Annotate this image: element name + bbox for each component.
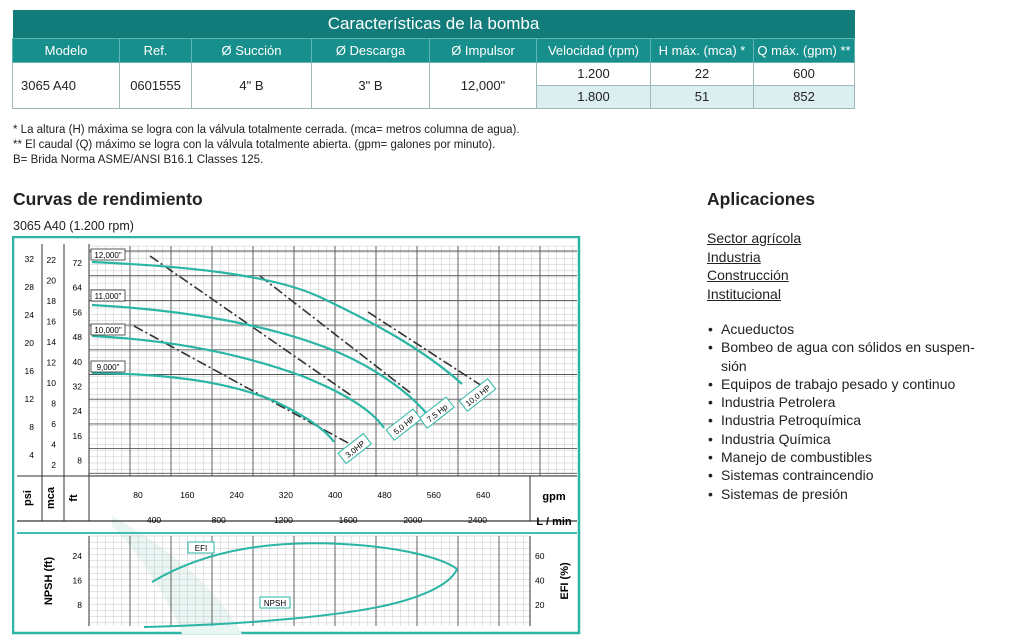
impeller-label-12: 12,000" bbox=[94, 251, 122, 260]
cell-suction: 4" B bbox=[192, 62, 312, 108]
gpm-tick-label: 400 bbox=[328, 490, 343, 500]
cell-impeller: 12,000" bbox=[430, 62, 537, 108]
gpm-tick-label: 560 bbox=[426, 490, 441, 500]
efi-tick-label: 20 bbox=[535, 600, 545, 610]
table-row bbox=[13, 62, 855, 85]
psi-tick-label: 32 bbox=[24, 254, 34, 264]
gpm-axis-label: gpm bbox=[542, 491, 566, 503]
list-item: • Sistemas contraincendio bbox=[707, 466, 1007, 484]
ft-tick-label: 48 bbox=[72, 332, 82, 343]
gpm-tick-label: 640 bbox=[476, 490, 491, 500]
sector-link-industria[interactable]: Industria bbox=[707, 248, 761, 265]
efi-tick-label: 40 bbox=[535, 575, 545, 586]
table-notes bbox=[13, 123, 520, 168]
sector-link-construccion[interactable]: Construcción bbox=[707, 267, 789, 283]
lmin-tick-label: 2000 bbox=[403, 515, 423, 525]
power-label-10hp: 10,0 HP bbox=[463, 383, 493, 409]
header-succion: Ø Succión bbox=[192, 38, 312, 62]
lmin-axis-label: L / min bbox=[536, 516, 572, 528]
efi-tick-label: 60 bbox=[535, 551, 545, 561]
sector-list bbox=[707, 229, 801, 303]
mca-tick-label: 8 bbox=[51, 398, 56, 409]
list-item: • Industria Petroquímica bbox=[707, 411, 1007, 429]
mca-axis-label: mca bbox=[45, 486, 57, 510]
ft-axis-label: ft bbox=[68, 494, 80, 502]
impeller-label-9: 9,000" bbox=[96, 363, 120, 372]
efi-tag: EFI bbox=[194, 544, 208, 553]
cell-model: 3065 A40 bbox=[13, 62, 120, 108]
gpm-tick-label: 80 bbox=[133, 490, 143, 500]
ft-tick-label: 16 bbox=[72, 430, 82, 441]
table-title: Características de la bomba bbox=[13, 10, 855, 38]
psi-tick-label: 28 bbox=[24, 282, 34, 292]
mca-tick-label: 4 bbox=[51, 439, 56, 450]
power-label-7-5hp: 7,5 Hp bbox=[425, 402, 450, 425]
npsh-axis-label: NPSH (ft) bbox=[43, 556, 55, 606]
header-hmax: H máx. (mca) * bbox=[651, 38, 754, 62]
sector-link-institucional[interactable]: Institucional bbox=[707, 285, 781, 302]
psi-tick-label: 4 bbox=[29, 450, 34, 460]
gpm-tick-label: 480 bbox=[377, 490, 392, 500]
curves-subtitle: 3065 A40 (1.200 rpm) bbox=[13, 219, 134, 233]
lmin-tick-label: 800 bbox=[211, 515, 226, 525]
cell-hmax: 51 bbox=[651, 85, 754, 108]
ft-tick-label: 40 bbox=[72, 356, 82, 367]
note-qmax: ** El caudal (Q) máximo se logra con la válvula totalmente abierta. (gpm= galones por minuto). bbox=[13, 139, 496, 151]
list-item: • Equipos de trabajo pesado y continuo bbox=[707, 375, 1007, 393]
gpm-tick-label: 240 bbox=[229, 490, 244, 500]
list-item: • Sistemas de presión bbox=[707, 485, 1007, 503]
applications-heading: Aplicaciones bbox=[707, 189, 815, 209]
header-qmax: Q máx. (gpm) ** bbox=[754, 38, 855, 62]
ft-tick-label: 32 bbox=[72, 381, 82, 392]
lmin-tick-label: 1200 bbox=[273, 515, 293, 525]
lmin-tick-label: 400 bbox=[146, 515, 162, 525]
cell-qmax: 600 bbox=[754, 62, 855, 85]
list-item-continued: sión bbox=[721, 357, 747, 374]
list-item: • Industria Petrolera bbox=[707, 393, 1007, 411]
mca-tick-label: 18 bbox=[46, 296, 56, 306]
power-label-5hp: 5,0 HP bbox=[391, 414, 417, 437]
cell-hmax: 22 bbox=[651, 62, 754, 85]
mca-tick-label: 12 bbox=[46, 357, 56, 368]
power-label-3hp: 3,0HP bbox=[343, 439, 367, 460]
mca-tick-label: 6 bbox=[51, 419, 56, 429]
header-modelo: Modelo bbox=[13, 38, 120, 62]
npsh-tag: NPSH bbox=[263, 599, 287, 608]
cell-ref: 0601555 bbox=[120, 62, 192, 108]
psi-tick-label: 24 bbox=[24, 310, 34, 320]
list-item: • Bombeo de agua con sólidos en suspen- bbox=[707, 338, 1007, 356]
gpm-tick-label: 320 bbox=[278, 490, 293, 500]
cell-qmax: 852 bbox=[754, 85, 855, 108]
ft-tick-label: 56 bbox=[72, 307, 82, 318]
ft-tick-label: 64 bbox=[72, 282, 82, 293]
npsh-tick-label: 16 bbox=[72, 575, 82, 586]
mca-tick-label: 10 bbox=[46, 378, 56, 388]
mca-tick-label: 2 bbox=[51, 460, 56, 470]
psi-axis-label: psi bbox=[22, 490, 34, 506]
psi-tick-label: 16 bbox=[24, 366, 34, 376]
npsh-tick-label: 8 bbox=[77, 600, 82, 610]
list-item: • Industria Química bbox=[707, 430, 1007, 448]
header-ref: Ref. bbox=[120, 38, 192, 62]
header-descarga: Ø Descarga bbox=[312, 38, 430, 62]
mca-tick-label: 22 bbox=[46, 255, 56, 265]
applications-list bbox=[707, 320, 1007, 503]
mca-tick-label: 16 bbox=[46, 316, 56, 327]
performance-curve-chart bbox=[12, 236, 582, 636]
mca-tick-label: 20 bbox=[46, 275, 56, 286]
ft-tick-label: 72 bbox=[72, 258, 82, 268]
efi-axis-label: EFI (%) bbox=[559, 562, 571, 600]
pump-characteristics-table bbox=[12, 10, 855, 109]
list-item: • Manejo de combustibles bbox=[707, 448, 1007, 466]
mca-tick-label: 14 bbox=[46, 337, 56, 347]
note-flange: B= Brida Norma ASME/ANSI B16.1 Classes 125. bbox=[13, 154, 264, 166]
impeller-label-10: 10,000" bbox=[94, 326, 122, 335]
psi-tick-label: 20 bbox=[24, 338, 34, 348]
header-velocidad: Velocidad (rpm) bbox=[537, 38, 651, 62]
impeller-label-11: 11,000" bbox=[94, 292, 122, 301]
header-impulsor: Ø Impulsor bbox=[430, 38, 537, 62]
cell-speed: 1.800 bbox=[537, 85, 651, 108]
lmin-tick-label: 2400 bbox=[468, 515, 487, 525]
gpm-tick-label: 160 bbox=[180, 490, 195, 500]
list-item: • Acueductos bbox=[707, 320, 1007, 338]
cell-discharge: 3" B bbox=[312, 62, 430, 108]
cell-speed: 1.200 bbox=[537, 62, 651, 85]
ft-tick-label: 8 bbox=[77, 455, 82, 466]
npsh-tick-label: 24 bbox=[72, 551, 82, 561]
note-hmax: * La altura (H) máxima se logra con la válvula totalmente cerrada. (mca= metros columna de agua). bbox=[13, 124, 520, 136]
curves-heading: Curvas de rendimiento bbox=[13, 189, 203, 209]
psi-tick-label: 8 bbox=[29, 422, 34, 432]
psi-tick-label: 12 bbox=[24, 394, 34, 404]
sector-link-agricola[interactable]: Sector agrícola bbox=[707, 230, 802, 246]
ft-tick-label: 24 bbox=[72, 406, 82, 417]
lmin-tick-label: 1600 bbox=[338, 515, 358, 525]
